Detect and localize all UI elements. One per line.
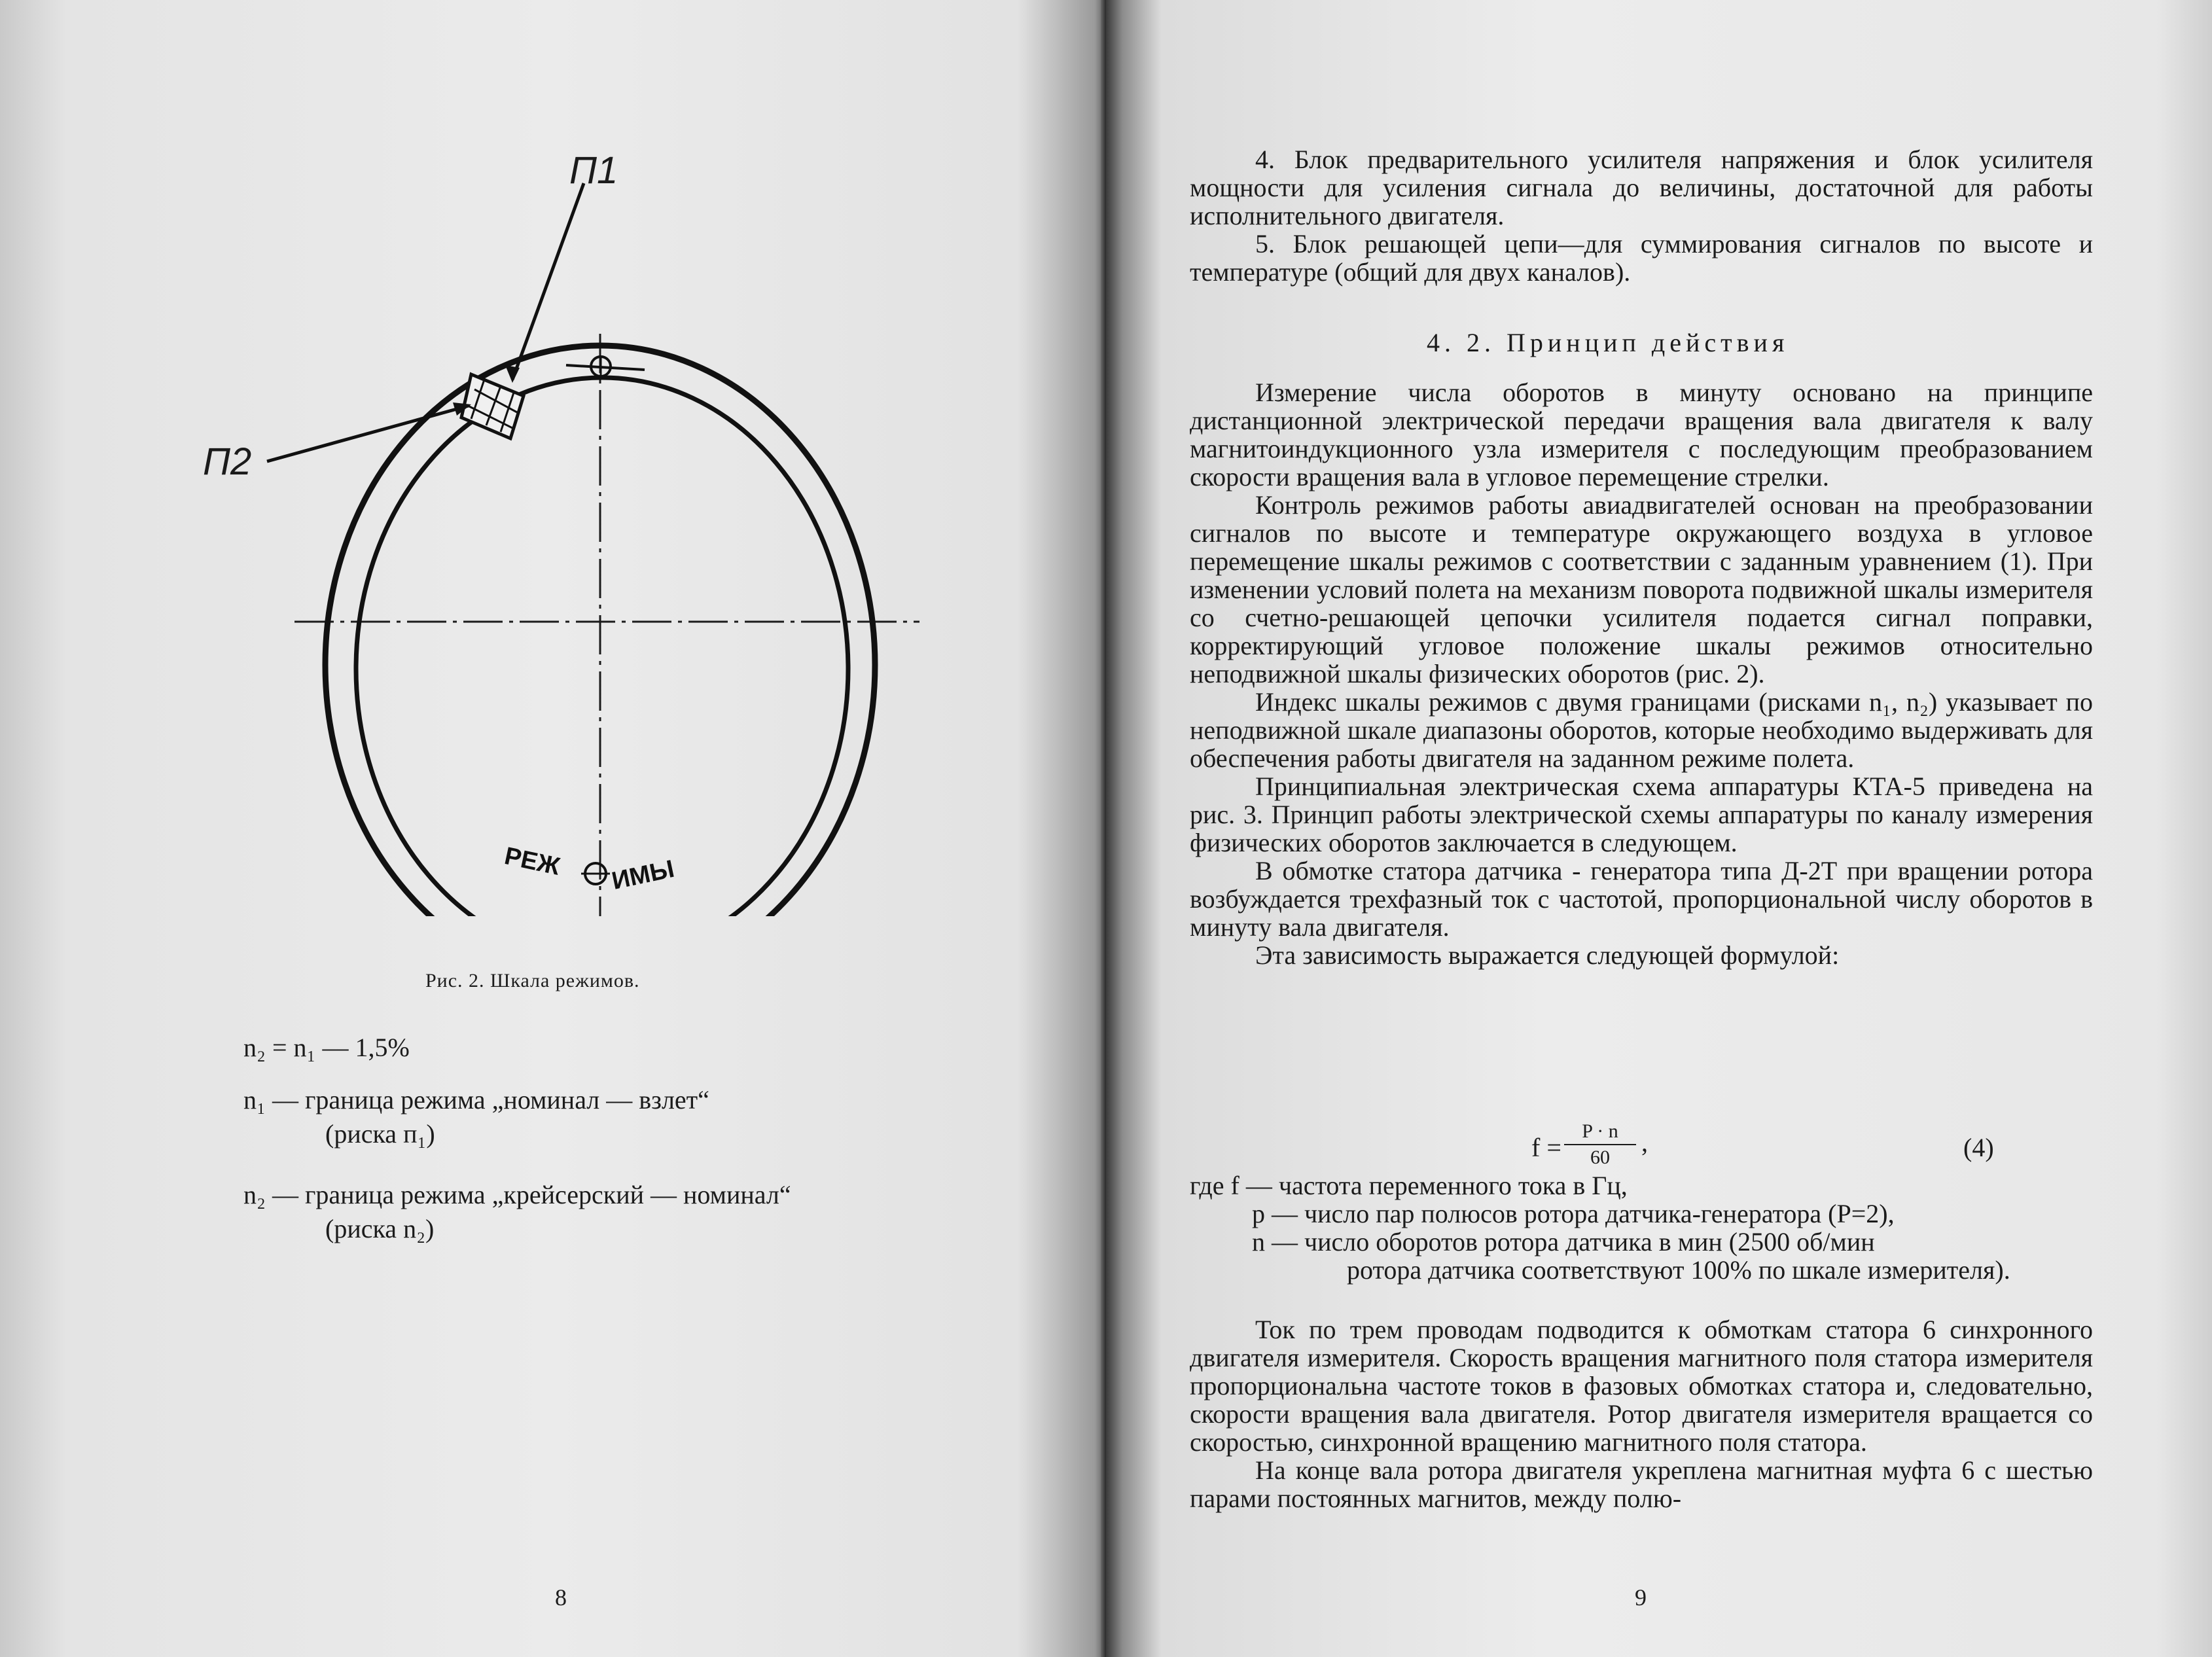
right-page [1106, 0, 2212, 1657]
paragraph-item-5: 5. Блок решающей цепи—для суммирования сигналов по высоте и температуре (общий для двух каналов). [1190, 229, 2093, 287]
paragraph: Эта зависимость выражается следующей формулой: [1255, 940, 1840, 970]
formula-lhs: f = [1531, 1133, 1561, 1162]
paragraph: Ток по трем проводам подводится к обмоткам статора 6 синхронного двигателя измерителя. Скорость вращения магнитного поля статора измерителя пропорциональна частоте токов в фазовых обмотках статора и, следовательно, скорости вращения вала двигателя. Ротор двигателя измерителя вращается со скоростью, синхронной вращению магнитного поля статора. [1190, 1315, 2093, 1457]
body-text [1190, 378, 2093, 969]
legend-formula: n₂ = n₁ — 1,5% [243, 1033, 410, 1062]
paragraph: Индекс шкалы режимов с двумя границами (рисками n₁, n₂) указывает по неподвижной шкале диапазоны оборотов, которые необходимо выдерживать для обеспечения работы двигателя на заданном режиме полета. [1190, 687, 2093, 773]
legend-n2 [243, 1178, 791, 1246]
legend-n1-line2: (риска п₁) [325, 1119, 435, 1149]
legend-n2-line1: n₂ — граница режима „крейсерский — номинал“ [243, 1180, 791, 1209]
where-p: p — число пар полюсов ротора датчика-генератора (P=2), [1252, 1199, 1895, 1228]
paragraph: На конце вала ротора двигателя укреплена магнитная муфта 6 с шестью парами постоянных магнитов, между полю- [1190, 1455, 2093, 1513]
section-heading: 4. 2. Принцип действия [1427, 328, 1789, 357]
label-p1: П1 [569, 149, 618, 192]
ring-text-right: ИМЫ [609, 855, 677, 895]
where-f: где f — частота переменного тока в Гц, [1190, 1171, 1628, 1200]
formula-legend [1190, 1171, 2093, 1284]
ring-text-left: РЕЖ [502, 842, 563, 881]
body-text-lower [1190, 1315, 2093, 1512]
figure-caption: Рис. 2. Шкала режимов. [425, 970, 640, 991]
equation-number: (4) [1963, 1133, 1994, 1162]
page-number-left: 8 [555, 1584, 567, 1611]
formula-denominator: 60 [1590, 1147, 1610, 1168]
legend-n1-line1: n₁ — граница режима „номинал — взлет“ [243, 1085, 709, 1114]
formula-fraction [1564, 1120, 1636, 1169]
legend-n1 [243, 1083, 709, 1151]
frequency-formula [1106, 1120, 2212, 1173]
paragraph: В обмотке статора датчика - генератора типа Д-2Т при вращении ротора возбуждается трехфазный ток с частотой, пропорциональной числу оборотов в минуту вала двигателя. [1190, 856, 2093, 942]
label-p2: П2 [203, 440, 252, 483]
paragraph: Контроль режимов работы авиадвигателей основан на преобразовании сигналов по высоте и температуре окружающего воздуха в угловое перемещение шкалы режимов с соответствии с заданным уравнением (1). При изменении условий полета на механизм поворота подвижной шкалы измерителя со счетно-решающей цепочки усилителя подается сигнал поправки, корректирующий угловое положение шкалы режимов относительно неподвижной шкалы физических оборотов (рис. 2). [1190, 490, 2093, 688]
mode-scale-figure [183, 131, 955, 916]
formula-comma: , [1641, 1128, 1648, 1157]
formula-numerator: P · n [1564, 1120, 1636, 1145]
legend-n2-line2: (риска n₂) [325, 1214, 435, 1243]
where-n-cont: ротора датчика соответствуют 100% по шкале измерителя). [1347, 1255, 2010, 1285]
where-n: n — число оборотов ротора датчика в мин (2500 об/мин [1252, 1227, 1875, 1256]
paragraph: Принципиальная электрическая схема аппаратуры КТА-5 приведена на рис. 3. Принцип работы электрической схемы аппаратуры по каналу измерения физических оборотов заключается в следующем. [1190, 772, 2093, 857]
page-number-right: 9 [1635, 1584, 1647, 1611]
block-list [1190, 145, 2093, 286]
paragraph-item-4: 4. Блок предварительного усилителя напряжения и блок усилителя мощности для усиления сигнала до величины, достаточной для работы исполнительного двигателя. [1190, 145, 2093, 230]
paragraph: Измерение числа оборотов в минуту основано на принципе дистанционной электрической передачи вращения вала двигателя к валу магнитоиндукционного узла измерителя с последующим преобразованием скорости вращения вала в угловое перемещение стрелки. [1190, 378, 2093, 491]
mode-index-box [461, 374, 524, 438]
inner-ring [356, 378, 848, 916]
